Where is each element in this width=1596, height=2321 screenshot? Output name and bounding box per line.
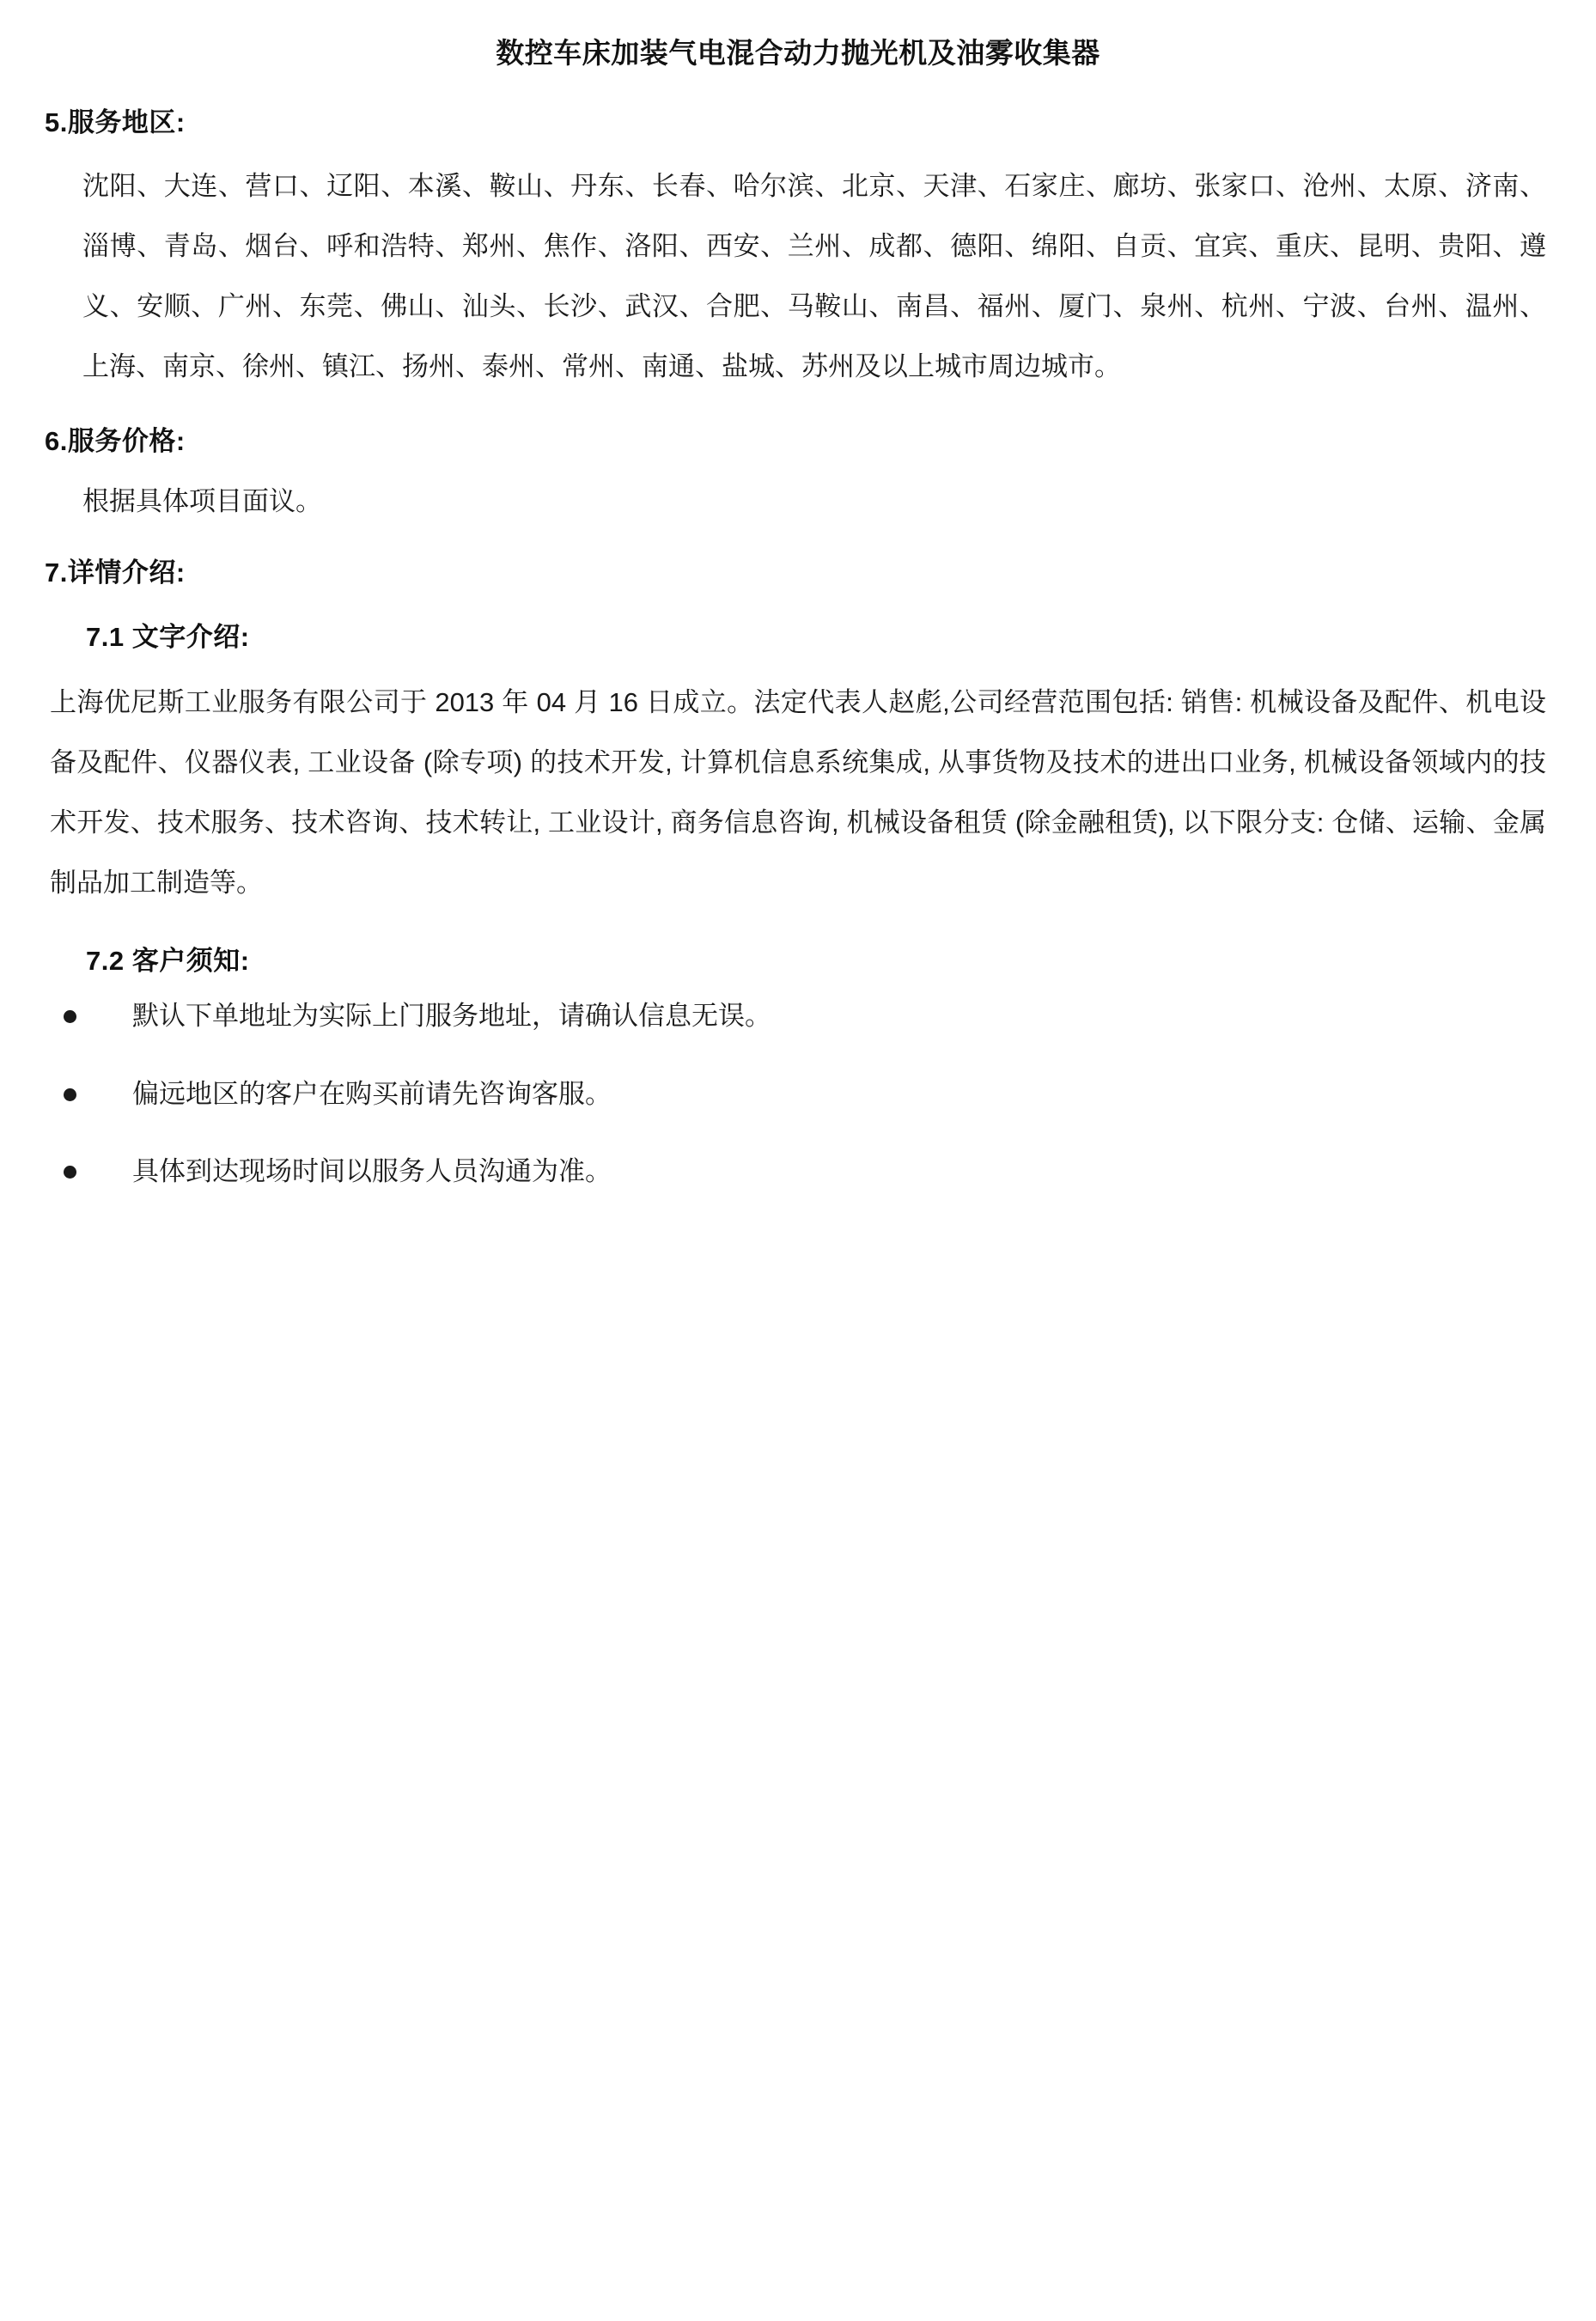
section-heading-details: 7.详情介绍: [45, 557, 186, 588]
list-item-text: 偏远地区的客户在购买前请先咨询客服。 [132, 1078, 612, 1109]
bullet-dot-icon [64, 1166, 76, 1179]
sub-heading-text-intro: 7.1 文字介绍: [86, 622, 250, 653]
section-heading-service-price: 6.服务价格: [45, 426, 186, 457]
list-item-text: 默认下单地址为实际上门服务地址，请确认信息无误。 [132, 1001, 771, 1032]
service-area-paragraph: 沈阳、大连、营口、辽阳、本溪、鞍山、丹东、长春、哈尔滨、北京、天津、石家庄、廊坊、张家口、沧州、太原、济南、淄博、青岛、烟台、呼和浩特、郑州、焦作、洛阳、西安、兰州、成都、德阳、绵阳、自贡、宜宾、重庆、昆明、贵阳、遵义、安顺、广州、东莞、佛山、汕头、长沙、武汉、合肥、马鞍山、南昌、福州、厦门、泉州、杭州、宁波、台州、温州、上海、南京、徐州、镇江、扬州、泰州、常州、南通、盐城、苏州及以上城市周边城市。 [82, 171, 1546, 382]
customer-notice-list [45, 996, 1551, 1192]
section-heading-service-area: 5.服务地区: [45, 107, 186, 137]
list-item [45, 996, 1551, 1037]
bullet-dot-icon [64, 1010, 76, 1023]
bullet-dot-icon [64, 1088, 76, 1101]
list-item [45, 1152, 1551, 1192]
service-price-paragraph: 根据具体项目面议。 [82, 486, 322, 517]
sub-heading-customer-notice: 7.2 客户须知: [86, 946, 250, 977]
text-intro-paragraph: 上海优尼斯工业服务有限公司于 2013 年 04 月 16 日成立。法定代表人赵彪,公司经营范围包括: 销售: 机械设备及配件、机电设备及配件、仪器仪表, 工业设备 (除专项) 的技术开发, 计算机信息系统集成, 从事货物及技术的进出口业务, 机械设备领域内的技术开发、技术服务、技术咨询、技术转让, 工业设计, 商务信息咨询, 机械设备租赁 (除金融租赁), 以下限分支: 仓储、运输、金属制品加工制造等。 [50, 687, 1546, 899]
list-item [45, 1075, 1551, 1115]
document-title: 数控车床加装气电混合动力抛光机及油雾收集器 [496, 37, 1100, 69]
list-item-text: 具体到达现场时间以服务人员沟通为准。 [132, 1156, 612, 1187]
